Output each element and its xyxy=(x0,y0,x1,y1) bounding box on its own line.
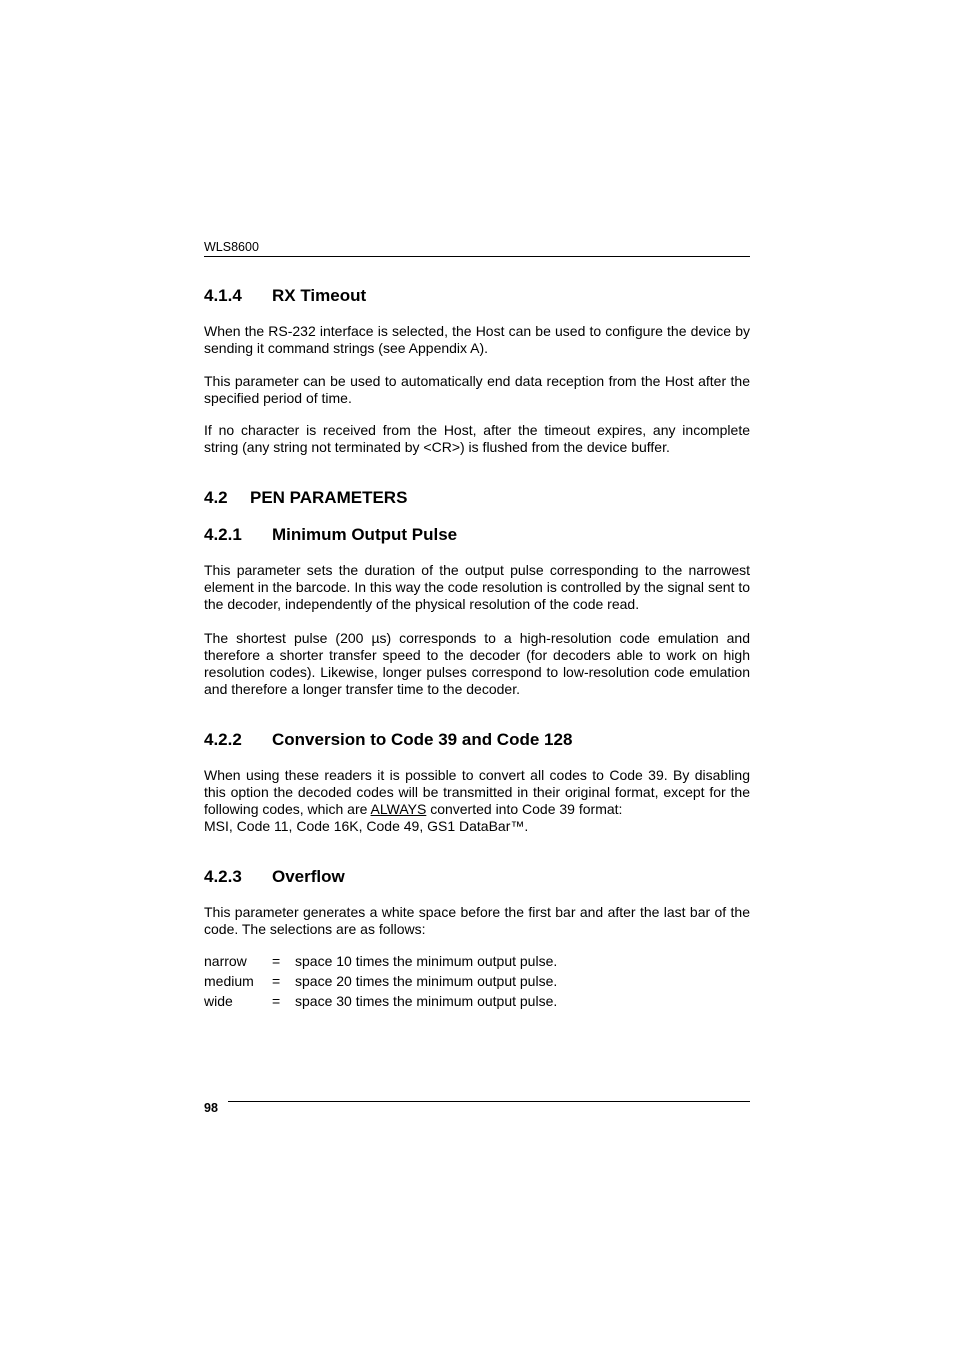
section-number: 4.1.4 xyxy=(204,286,242,305)
section-number: 4.2 xyxy=(204,488,228,507)
option-eq: = xyxy=(272,953,281,969)
section-number: 4.2.3 xyxy=(204,867,242,886)
list-item xyxy=(204,953,557,970)
option-desc: space 20 times the minimum output pulse. xyxy=(295,973,558,989)
footer-rule xyxy=(228,1101,750,1102)
paragraph-text xyxy=(204,767,750,818)
section-pen-parameters-heading xyxy=(204,488,750,508)
paragraph-text: This parameter sets the duration of the output pulse corresponding to the narrowest element in the barcode. In this way the code resolution is controlled by the signal sent to the decoder, independently of the physical resolution of the code read. xyxy=(204,562,750,612)
option-eq: = xyxy=(272,993,281,1009)
list-item xyxy=(204,993,557,1010)
paragraph xyxy=(204,422,750,456)
emphasis-always: ALWAYS xyxy=(370,801,427,817)
codes-line: MSI, Code 11, Code 16K, Code 49, GS1 DataBar™. xyxy=(204,818,529,834)
section-min-output-pulse-heading xyxy=(204,525,750,545)
paragraph xyxy=(204,323,750,357)
option-name: wide xyxy=(204,993,233,1009)
section-title: RX Timeout xyxy=(272,286,367,305)
running-header: WLS8600 xyxy=(204,240,259,254)
option-name: narrow xyxy=(204,953,247,969)
section-title: PEN PARAMETERS xyxy=(250,488,408,507)
section-title: Overflow xyxy=(272,867,345,886)
section-number: 4.2.1 xyxy=(204,525,242,544)
option-desc: space 10 times the minimum output pulse. xyxy=(295,953,558,969)
paragraph-text: When the RS-232 interface is selected, the Host can be used to configure the device by sending it command strings (see Appendix A). xyxy=(204,323,750,356)
option-eq: = xyxy=(272,973,281,989)
text-run: converted into Code 39 format: xyxy=(426,801,623,817)
paragraph xyxy=(204,562,750,613)
paragraph xyxy=(204,767,750,835)
paragraph-text: If no character is received from the Host, after the timeout expires, any incomplete string (any string not terminated by <CR>) is flushed from the device buffer. xyxy=(204,422,750,455)
option-name: medium xyxy=(204,973,254,989)
section-title: Minimum Output Pulse xyxy=(272,525,458,544)
section-rx-timeout-heading xyxy=(204,286,750,306)
paragraph xyxy=(204,373,750,407)
option-desc: space 30 times the minimum output pulse. xyxy=(295,993,558,1009)
paragraph xyxy=(204,630,750,698)
list-item xyxy=(204,973,557,990)
section-overflow-heading xyxy=(204,867,750,887)
text-run: When using these readers it is possible to convert all codes to Code 39. By disabling this option the decoded codes will be transmitted in their original format, except for the following codes, which are xyxy=(204,767,750,817)
header-rule xyxy=(204,256,750,257)
page-number: 98 xyxy=(204,1101,218,1115)
paragraph-text: The shortest pulse (200 µs) corresponds to a high-resolution code emulation and therefore a shorter transfer speed to the decoder (for decoders able to work on high resolution codes). Likewise, longer pulses correspond to low-resolution code emulation and therefore a longer transfer time to the decoder. xyxy=(204,630,750,697)
paragraph xyxy=(204,904,750,938)
paragraph-text: This parameter can be used to automatically end data reception from the Host after the specified period of time. xyxy=(204,373,750,406)
section-number: 4.2.2 xyxy=(204,730,242,749)
paragraph-text: This parameter generates a white space before the first bar and after the last bar of the code. The selections are as follows: xyxy=(204,904,750,937)
section-conversion-heading xyxy=(204,730,750,750)
section-title: Conversion to Code 39 and Code 128 xyxy=(272,730,573,749)
